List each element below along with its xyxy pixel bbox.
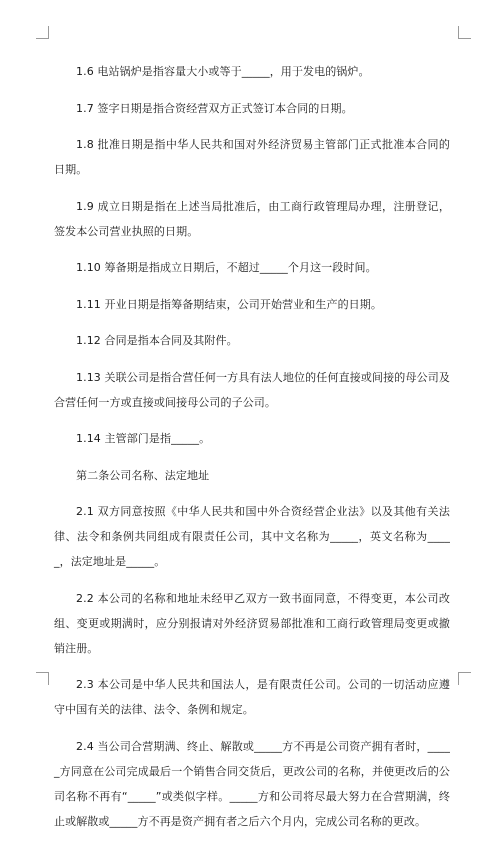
crop-mark-top-left bbox=[36, 26, 49, 39]
clause-1-7: 1.7 签字日期是指合资经营双方正式签订本合同的日期。 bbox=[76, 101, 353, 115]
clause-1-13: 1.13 关联公司是指合营任何一方具有法人地位的任何直接或间接的母公司及合营任何一方或直接或间接母公司的子公司。 bbox=[54, 370, 450, 409]
clause-1-6: 1.6 电站锅炉是指容量大小或等于_____，用于发电的锅炉。 bbox=[76, 65, 370, 78]
clause-1-14: 1.14 主管部门是指_____。 bbox=[76, 432, 211, 445]
crop-mark-bottom-right bbox=[458, 672, 471, 685]
clause-1-10: 1.10 筹备期是指成立日期后，不超过_____个月这一段时间。 bbox=[76, 261, 377, 274]
document-body bbox=[54, 59, 450, 845]
section-heading-article-2: 第二条公司名称、法定地址 bbox=[76, 468, 210, 482]
clause-1-8: 1.8 批准日期是指中华人民共和国对外经济贸易主管部门正式批准本合同的日期。 bbox=[54, 138, 450, 176]
clause-1-9: 1.9 成立日期是指在上述当局批准后，由工商行政管理局办理，注册登记，签发本公司营业执照的日期。 bbox=[54, 199, 450, 238]
clause-2-3: 2.3 本公司是中华人民共和国法人，是有限责任公司。公司的一切活动应遵守中国有关的法律、法令、条例和规定。 bbox=[54, 678, 450, 716]
clause-2-1: 2.1 双方同意按照《中华人民共和国中外合资经营企业法》以及其他有关法律、法令和条例共同组成有限责任公司，其中文名称为_____，英文名称为_____，法定地址是_____。 bbox=[54, 505, 450, 568]
clause-2-4: 2.4 当公司合营期满、终止、解散或_____方不再是公司资产拥有者时，_____方同意在公司完成最后一个销售合同交货后，更改公司的名称，并使更改后的公司名称不再有“_____”或类似字样。_____方和公司将尽最大努力在合营期满，终止或解散或_____方不再是资产拥有者之后六个月内，完成公司名称的更改。 bbox=[54, 739, 450, 828]
crop-mark-bottom-left bbox=[36, 672, 49, 685]
crop-mark-top-right bbox=[458, 26, 471, 39]
clause-1-11: 1.11 开业日期是指筹备期结束，公司开始营业和生产的日期。 bbox=[76, 297, 382, 311]
clause-2-2: 2.2 本公司的名称和地址未经甲乙双方一致书面同意，不得变更，本公司改组、变更或期满时，应分别报请对外经济贸易部批准和工商行政管理局变更或撤销注册。 bbox=[54, 591, 450, 655]
clause-1-12: 1.12 合同是指本合同及其附件。 bbox=[76, 334, 238, 347]
